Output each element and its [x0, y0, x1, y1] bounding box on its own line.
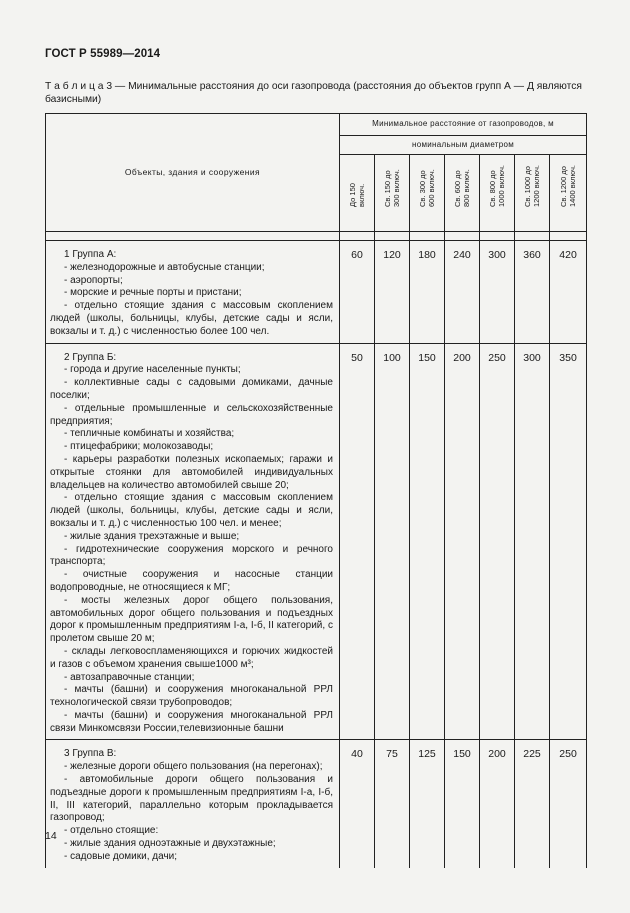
- group-b-value: 100: [375, 343, 410, 740]
- group-b-value: 250: [480, 343, 515, 740]
- group-b-value: 200: [445, 343, 480, 740]
- group-b-value: 50: [340, 343, 375, 740]
- group-b-objects: 2 Группа Б: - города и другие населенные пункты; - коллективные сады с садовыми домиками, дачные поселки; - отдельные промышленные и сельскохозяйственные предприятия; - тепличные комбинаты и хозяйства; - птицефабрики; молокозаводы; - карьеры разработки полезных ископаемых; гаражи и открытые стоянки для автомобилей индивидуальных владельцев на количество автомобилей свыше 20; - отдельно стоящие здания с массовым скоплением людей (школы, больницы, клубы, детские сады и ясли, вокзалы и т. д.) с численностью 100 чел. и менее; - жилые здания трехэтажные и выше; - гидротехнические сооружения морского и речного транспорта; - очистные сооружения и насосные станции водопроводные, не относящиеся к МГ; - мосты железных дорог общего пользования, автомобильных дорог общего пользования и подъездных дорог к промышленным предприятиям I-а, I-б, II категорий, с пролетом свыше 20 м; - склады легковоспламеняющихся и горючих жидкостей и газов с объемом хранения свыше1000 м³; - автозаправочные станции; - мачты (башни) и сооружения многоканальной РРЛ технологической связи трубопроводов; - мачты (башни) и сооружения многоканальной РРЛ связи Минкомсвязи России,телевизионные башни: [46, 343, 340, 740]
- diameter-col-6: Св. 1000 до 1200 включ.: [515, 155, 550, 232]
- group-a-value: 300: [480, 241, 515, 344]
- group-b-row: [46, 343, 587, 740]
- header-objects: Объекты, здания и сооружения: [46, 114, 340, 232]
- group-a-objects: 1 Группа А: - железнодорожные и автобусные станции; - аэропорты; - морские и речные порты и пристани; - отдельно стоящие здания с массовым скоплением людей (школы, больницы, клубы, детские сады и ясли, вокзалы и т. д.) с численностью более 100 чел.: [46, 241, 340, 344]
- group-b-value: 300: [515, 343, 550, 740]
- distance-table: [45, 113, 587, 868]
- group-c-value: 40: [340, 740, 375, 868]
- diameter-col-5: Св. 800 до 1000 включ.: [480, 155, 515, 232]
- group-a-row: [46, 241, 587, 344]
- diameter-col-7: Св. 1200 до 1400 включ.: [550, 155, 587, 232]
- diameter-col-4: Св. 600 до 800 включ.: [445, 155, 480, 232]
- group-b-value: 350: [550, 343, 587, 740]
- diameter-col-2: Св. 150 до 300 включ.: [375, 155, 410, 232]
- group-a-value: 240: [445, 241, 480, 344]
- diameter-col-3: Св. 300 до 600 включ.: [410, 155, 445, 232]
- group-a-value: 360: [515, 241, 550, 344]
- group-c-objects: 3 Группа В: - железные дороги общего пользования (на перегонах); - автомобильные дороги общего пользования и подъездные дороги к промышленным предприятиям I-а, I-б, II, III категорий, параллельно которым прокладывается газопровод; - отдельно стоящие: - жилые здания одноэтажные и двухэтажные; - садовые домики, дачи;: [46, 740, 340, 868]
- header-min-distance: Минимальное расстояние от газопроводов, м: [340, 114, 587, 136]
- standard-designation: ГОСТ Р 55989—2014: [45, 48, 161, 60]
- diameter-col-1: До 150 включ.: [340, 155, 375, 232]
- group-a-value: 60: [340, 241, 375, 344]
- group-c-value: 200: [480, 740, 515, 868]
- header-nominal-diameter: номинальным диаметром: [340, 136, 587, 155]
- group-c-value: 225: [515, 740, 550, 868]
- group-a-value: 180: [410, 241, 445, 344]
- group-a-value: 420: [550, 241, 587, 344]
- group-c-value: 250: [550, 740, 587, 868]
- group-c-value: 75: [375, 740, 410, 868]
- group-a-value: 120: [375, 241, 410, 344]
- group-c-row: [46, 740, 587, 868]
- page-number: 14: [45, 830, 57, 842]
- group-c-value: 125: [410, 740, 445, 868]
- table-caption: Т а б л и ц а 3 — Минимальные расстояния до оси газопровода (расстояния до объектов групп А — Д являются базисными): [45, 81, 582, 105]
- group-c-value: 150: [445, 740, 480, 868]
- group-b-value: 150: [410, 343, 445, 740]
